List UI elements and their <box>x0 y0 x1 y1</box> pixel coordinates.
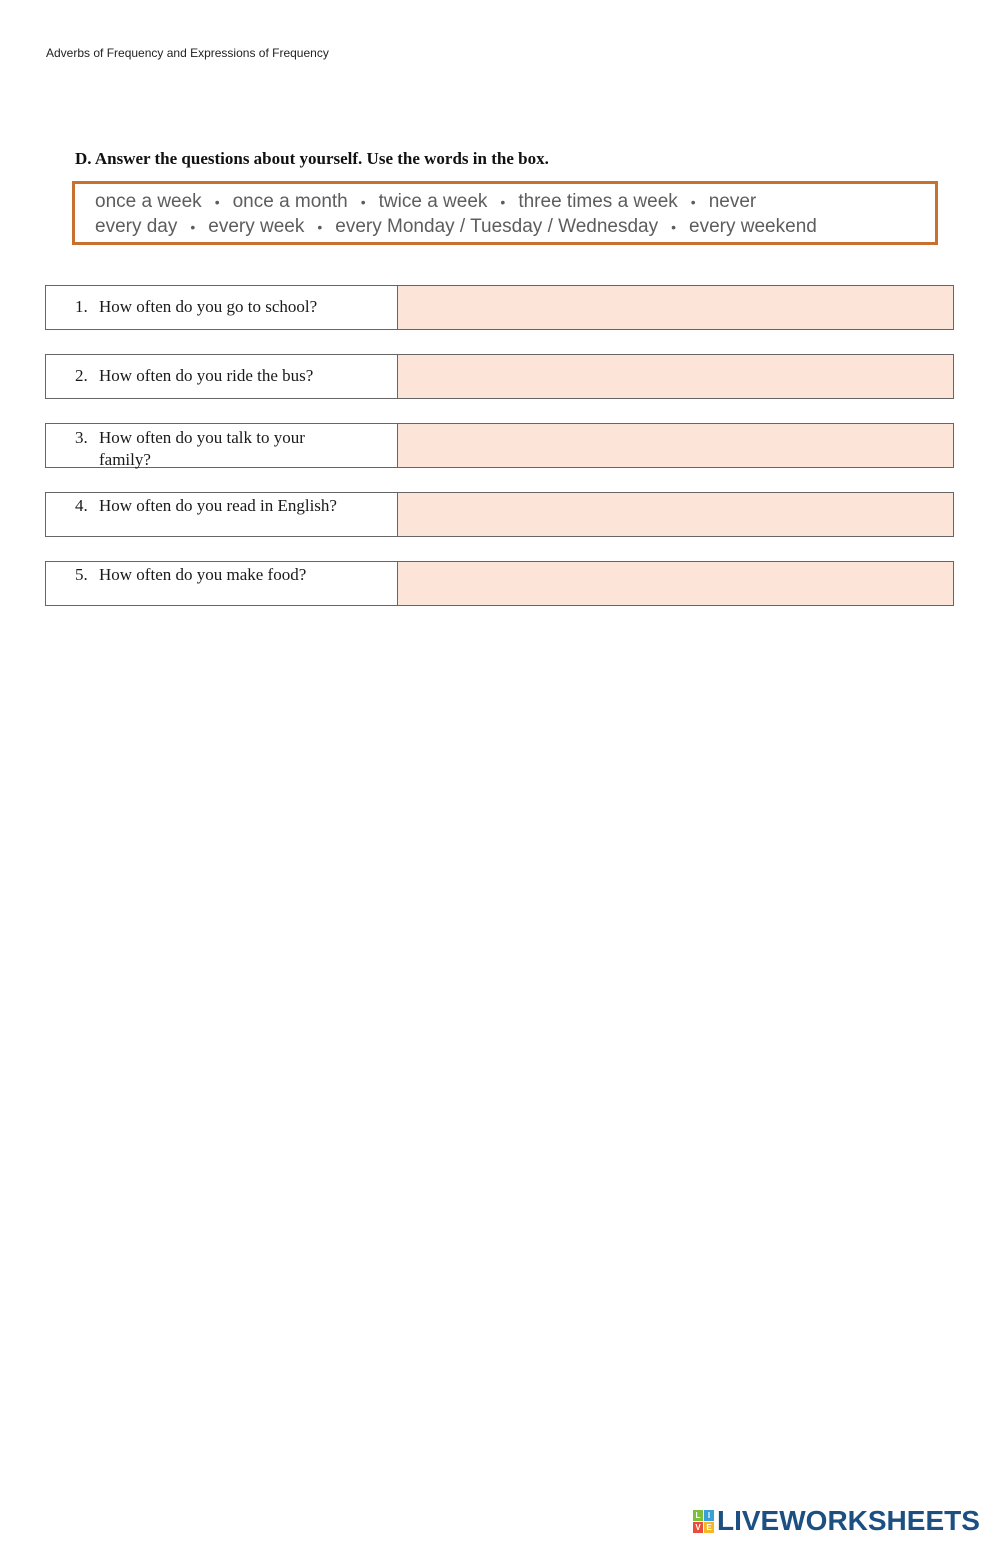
bullet-separator: • <box>671 219 677 235</box>
bullet-separator: • <box>690 194 696 210</box>
question-number: 1. <box>75 297 88 316</box>
logo-mark-icon <box>693 1510 714 1533</box>
liveworksheets-logo <box>693 1506 980 1536</box>
page-header: Adverbs of Frequency and Expressions of Frequency <box>46 46 329 60</box>
question-row-1 <box>45 285 954 330</box>
question-cell <box>46 286 398 329</box>
question-row-2 <box>45 354 954 399</box>
word-option: twice a week <box>378 191 488 212</box>
logo-mark-tile: L <box>693 1510 703 1521</box>
question-cell <box>46 493 398 536</box>
bullet-separator: • <box>317 219 323 235</box>
word-option: every week <box>208 216 305 237</box>
question-number: 4. <box>75 496 88 515</box>
question-text: How often do you ride the bus? <box>99 366 314 385</box>
word-box <box>72 181 938 245</box>
logo-mark-tile: V <box>693 1522 703 1533</box>
word-option: once a week <box>95 191 202 212</box>
logo-text: LIVEWORKSHEETS <box>717 1505 980 1536</box>
bullet-separator: • <box>360 194 366 210</box>
word-option: every Monday / Tuesday / Wednesday <box>335 216 659 237</box>
word-option: three times a week <box>518 191 678 212</box>
word-box-row-1 <box>95 191 756 213</box>
bullet-separator: • <box>214 194 220 210</box>
question-text: How often do you go to school? <box>99 297 318 316</box>
word-box-row-2 <box>95 216 817 238</box>
question-text: How often do you talk to your family? <box>99 428 305 469</box>
word-option: once a month <box>232 191 348 212</box>
bullet-separator: • <box>190 219 196 235</box>
question-text: How often do you make food? <box>99 565 307 584</box>
answer-input-5[interactable] <box>398 562 953 605</box>
question-cell <box>46 355 398 398</box>
word-option: never <box>708 191 757 212</box>
question-row-5 <box>45 561 954 606</box>
question-number: 3. <box>75 428 88 447</box>
word-option: every weekend <box>689 216 817 237</box>
logo-mark-tile: E <box>704 1522 714 1533</box>
answer-input-1[interactable] <box>398 286 953 329</box>
word-option: every day <box>95 216 178 237</box>
question-number: 2. <box>75 366 88 385</box>
answer-input-4[interactable] <box>398 493 953 536</box>
question-text: How often do you read in English? <box>99 496 337 515</box>
question-number: 5. <box>75 565 88 584</box>
answer-input-2[interactable] <box>398 355 953 398</box>
question-row-3 <box>45 423 954 468</box>
question-cell <box>46 424 398 467</box>
bullet-separator: • <box>500 194 506 210</box>
instruction-heading: D. Answer the questions about yourself. Use the words in the box. <box>75 149 549 168</box>
question-cell <box>46 562 398 605</box>
question-row-4 <box>45 492 954 537</box>
answer-input-3[interactable] <box>398 424 953 467</box>
logo-mark-tile: I <box>704 1510 714 1521</box>
